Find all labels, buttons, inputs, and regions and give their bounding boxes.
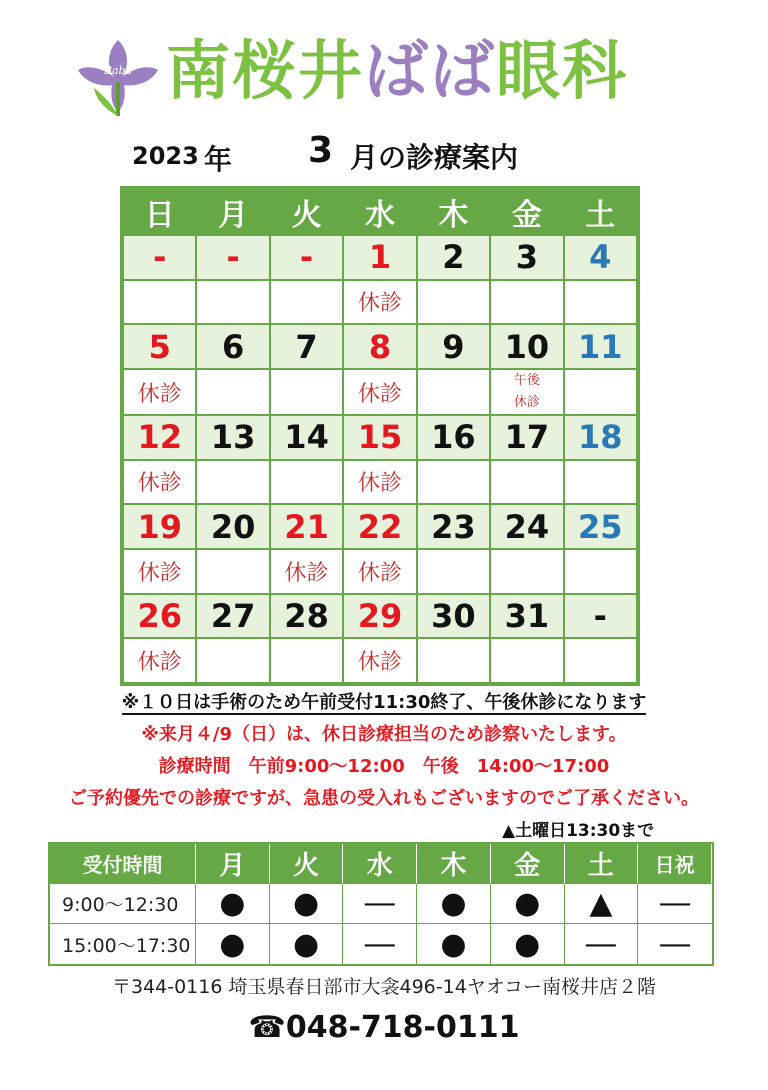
calendar-note [565,461,636,504]
calendar-date: 15 [344,416,415,459]
calendar-note: 休診 [344,550,415,593]
calendar-note [491,550,562,593]
calendar-note [565,370,636,414]
calendar [120,186,640,686]
hours-availability-mark: ― [343,924,417,964]
notice-clinic-hours: 診療時間 午前9:00～12:00 午後 14:00～17:00 [158,756,610,777]
calendar-note: 休診 [124,461,195,504]
hours-availability-mark: ● [196,884,270,924]
calendar-date: 22 [344,505,415,548]
calendar-date: - [271,236,342,279]
hours-header-label: 受付時間 [50,844,196,884]
notice-surgery: ※１０日は手術のため午前受付11:30終了、午後休診になります [121,692,647,713]
calendar-date: 9 [418,325,489,368]
month-title [132,130,612,180]
calendar-note [271,370,342,414]
calendar-date: 11 [565,325,636,368]
calendar-note [197,550,268,593]
calendar-date: 23 [418,505,489,548]
calendar-note [197,281,268,324]
calendar-date: 29 [344,595,415,638]
hours-availability-mark: ● [196,924,270,964]
calendar-date: 10 [491,325,562,368]
phone-icon: ☎ [248,1010,286,1045]
calendar-date: 8 [344,325,415,368]
hours-day-header: 木 [417,844,491,884]
calendar-date: 1 [344,236,415,279]
calendar-date: 26 [124,595,195,638]
notice-holiday-duty: ※来月４/9（日）は、休日診療担当のため診察いたします。 [141,724,627,745]
calendar-date: 21 [271,505,342,548]
calendar-note: 休診 [344,370,415,414]
notice-reservation: ご予約優先での診療ですが、急患の受入れもございますのでご了承ください。 [69,788,699,809]
calendar-note [418,461,489,504]
year-unit: 年 [204,143,233,176]
hours-time-slot: 9:00～12:30 [50,884,196,924]
weekday-header: 火 [271,190,342,234]
calendar-note [491,461,562,504]
calendar-date: 7 [271,325,342,368]
calendar-date: 12 [124,416,195,459]
weekday-header: 月 [197,190,268,234]
calendar-date: 24 [491,505,562,548]
hours-availability-mark: ― [660,926,691,962]
calendar-note [418,281,489,324]
calendar-note [197,461,268,504]
hours-day-header: 土 [565,844,639,884]
calendar-date: - [124,236,195,279]
phone-number: ☎048-718-0111 [248,1010,520,1045]
calendar-date: 31 [491,595,562,638]
address: 〒344-0116 埼玉県春日部市大衾496-14ヤオコー南桜井店２階 [111,976,657,998]
calendar-date: 3 [491,236,562,279]
hours-availability-mark: ● [491,924,565,964]
calendar-note [565,639,636,682]
calendar-date: 27 [197,595,268,638]
hours-time-slot: 15:00～17:30 [50,924,196,964]
hours-availability-mark: ● [491,884,565,924]
calendar-note [491,639,562,682]
calendar-note-afternoon-closed [491,370,562,414]
note-line: 午後 [513,373,540,388]
calendar-note [565,550,636,593]
weekday-header: 日 [124,190,195,234]
hours-availability-mark: ― [565,924,639,964]
hours-availability-mark: ● [270,884,344,924]
calendar-note [418,370,489,414]
calendar-date: 5 [124,325,195,368]
month: 3 [308,130,334,171]
hours-day-header: 水 [343,844,417,884]
calendar-note [565,281,636,324]
calendar-note: 休診 [124,370,195,414]
clinic-header [70,24,710,124]
weekday-header: 木 [418,190,489,234]
year: 2023 [132,142,199,170]
calendar-note [271,639,342,682]
calendar-date: 28 [271,595,342,638]
calendar-date: 2 [418,236,489,279]
hours-day-header: 金 [491,844,565,884]
reception-hours-table [48,842,714,966]
calendar-date: 25 [565,505,636,548]
calendar-note [491,281,562,324]
hours-availability-mark: ● [417,924,491,964]
calendar-note: 休診 [344,461,415,504]
hours-grid [50,844,712,964]
calendar-note [197,639,268,682]
weekday-header: 土 [565,190,636,234]
calendar-note: 休診 [271,550,342,593]
calendar-note: 休診 [124,639,195,682]
calendar-note [271,461,342,504]
calendar-note: 休診 [344,639,415,682]
calendar-date: - [565,595,636,638]
calendar-date: 6 [197,325,268,368]
calendar-note [418,550,489,593]
calendar-date: 19 [124,505,195,548]
svg-text:Baba: Baba [103,64,133,77]
calendar-note [271,281,342,324]
hours-day-header: 火 [270,844,344,884]
calendar-note: 休診 [344,281,415,324]
calendar-date: 13 [197,416,268,459]
hours-day-header: 月 [196,844,270,884]
weekday-header: 水 [344,190,415,234]
hours-availability-mark: ― [638,884,712,924]
calendar-date: 30 [418,595,489,638]
calendar-date: 14 [271,416,342,459]
calendar-note: 休診 [124,550,195,593]
calendar-date: 20 [197,505,268,548]
hours-day-header: 日祝 [638,844,712,884]
calendar-note [124,281,195,324]
calendar-date: 16 [418,416,489,459]
calendar-date: - [197,236,268,279]
month-suffix: 月の診療案内 [350,141,519,174]
calendar-date: 4 [565,236,636,279]
hours-availability-mark: ▲ [565,884,639,924]
calendar-note [418,639,489,682]
calendar-grid [124,190,636,682]
calendar-date: 18 [565,416,636,459]
clinic-name: 南桜井ばば眼科 [166,35,628,109]
iris-logo-icon [76,30,160,118]
hours-availability-mark: ● [417,884,491,924]
hours-availability-mark: ― [343,884,417,924]
calendar-date: 17 [491,416,562,459]
weekday-header: 金 [491,190,562,234]
note-line: 休診 [513,395,540,410]
notice-saturday: ▲土曜日13:30まで [502,821,655,841]
calendar-note [197,370,268,414]
hours-availability-mark: ● [270,924,344,964]
